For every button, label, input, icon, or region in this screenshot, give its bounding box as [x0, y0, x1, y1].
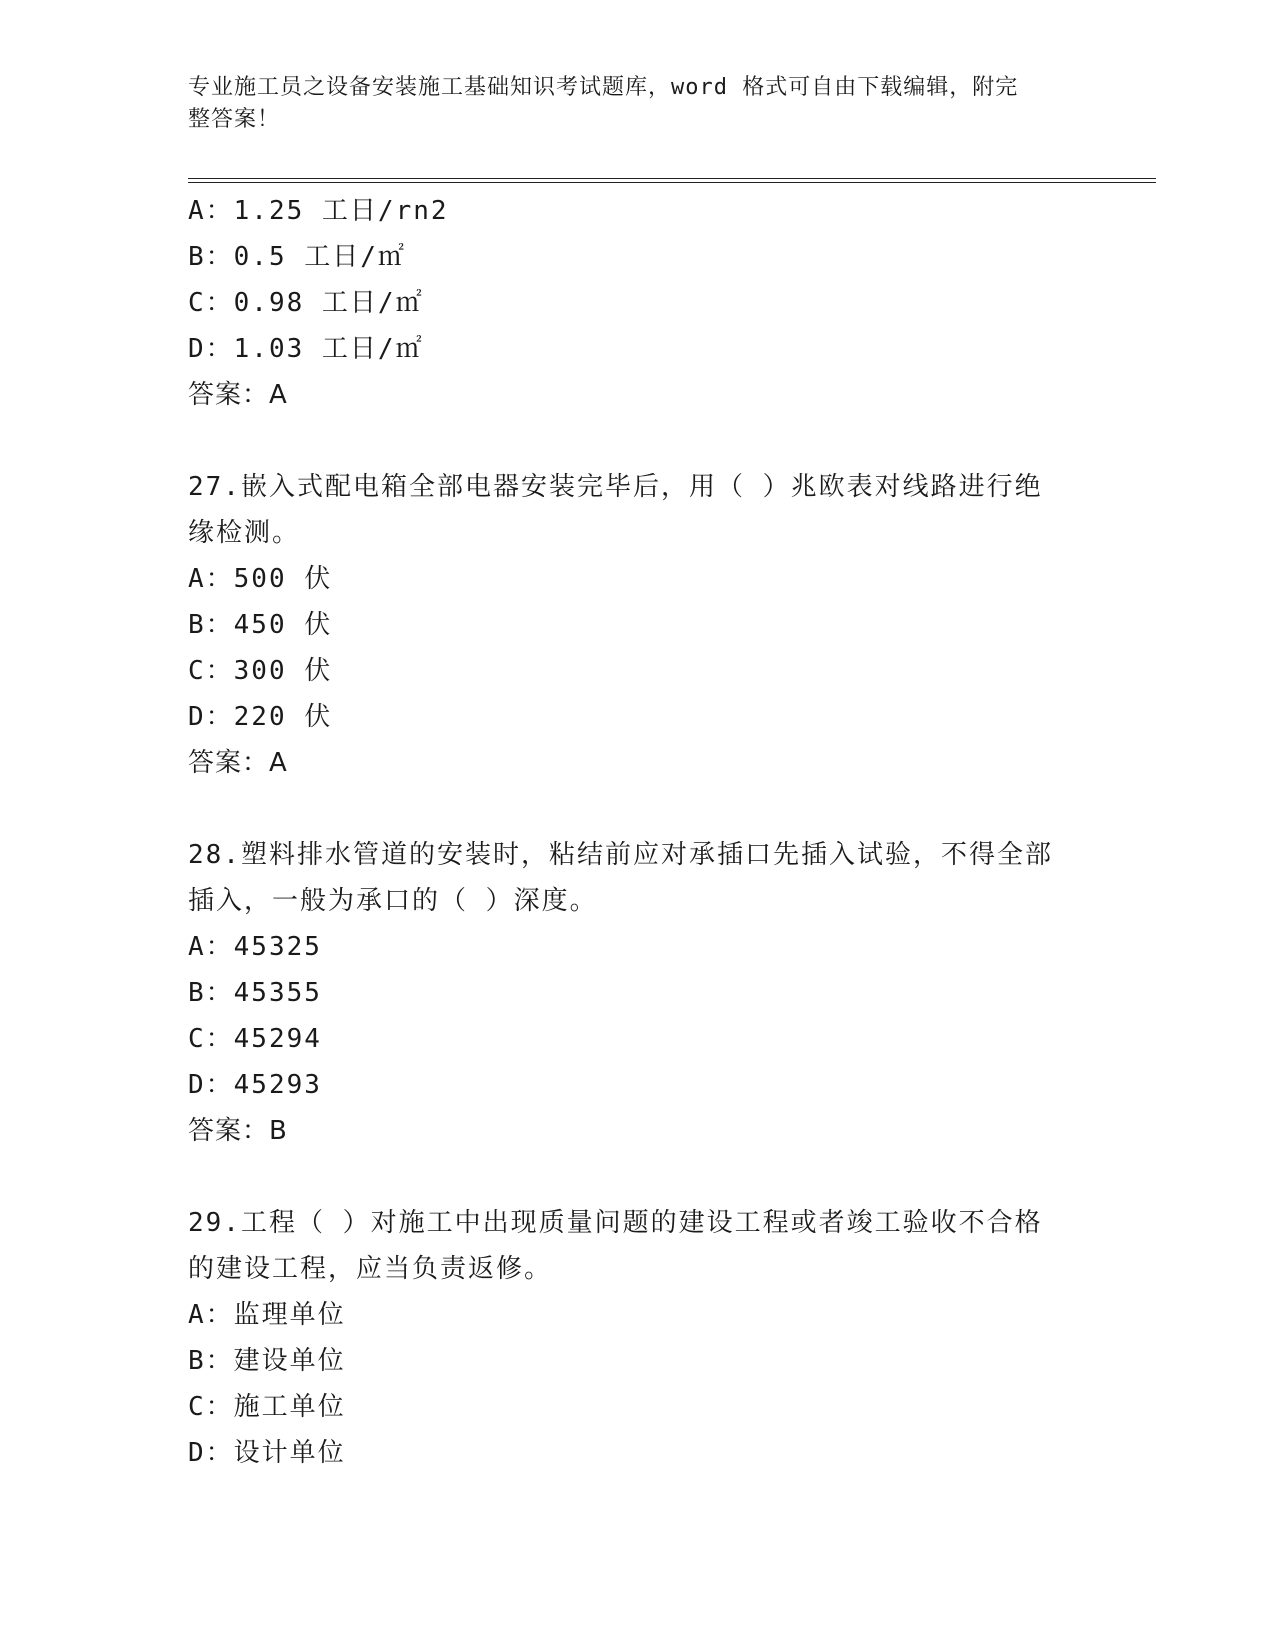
option-d: D：220 伏 [188, 702, 333, 732]
question-list [188, 188, 1088, 1476]
question-stem: 29.工程（ ）对施工中出现质量问题的建设工程或者竣工验收不合格 [188, 1208, 1043, 1238]
header-divider [188, 178, 1156, 183]
question-27 [188, 464, 1088, 786]
option-b: B：45355 [188, 978, 322, 1008]
question-stem: 插入，一般为承口的（ ）深度。 [188, 886, 598, 916]
question-28 [188, 832, 1088, 1154]
answer: 答案：B [188, 1116, 288, 1146]
document-header [188, 72, 1088, 136]
option-a: A：监理单位 [188, 1300, 346, 1330]
question-stem: 缘检测。 [188, 518, 301, 548]
option-b: B：建设单位 [188, 1346, 346, 1376]
option-c: C：45294 [188, 1024, 322, 1054]
answer: 答案：A [188, 380, 288, 410]
header-line-1: 专业施工员之设备安装施工基础知识考试题库，word 格式可自由下载编辑，附完 [188, 75, 1019, 100]
question-29 [188, 1200, 1088, 1476]
option-b: B：0.5 工日/㎡ [188, 242, 406, 272]
option-d: D：45293 [188, 1070, 322, 1100]
question-stem: 28.塑料排水管道的安装时，粘结前应对承插口先插入试验，不得全部 [188, 840, 1053, 870]
question-26 [188, 188, 1088, 418]
option-a: A：1.25 工日/rn2 [188, 196, 449, 226]
question-stem: 的建设工程，应当负责返修。 [188, 1254, 553, 1284]
option-d: D：设计单位 [188, 1438, 346, 1468]
question-stem: 27.嵌入式配电箱全部电器安装完毕后，用（ ）兆欧表对线路进行绝 [188, 472, 1043, 502]
option-a: A：45325 [188, 932, 322, 962]
option-c: C：0.98 工日/㎡ [188, 288, 424, 318]
option-c: C：施工单位 [188, 1392, 346, 1422]
header-line-2: 整答案！ [188, 107, 281, 132]
option-c: C：300 伏 [188, 656, 333, 686]
option-a: A：500 伏 [188, 564, 333, 594]
answer: 答案：A [188, 748, 288, 778]
option-d: D：1.03 工日/㎡ [188, 334, 424, 364]
option-b: B：450 伏 [188, 610, 333, 640]
